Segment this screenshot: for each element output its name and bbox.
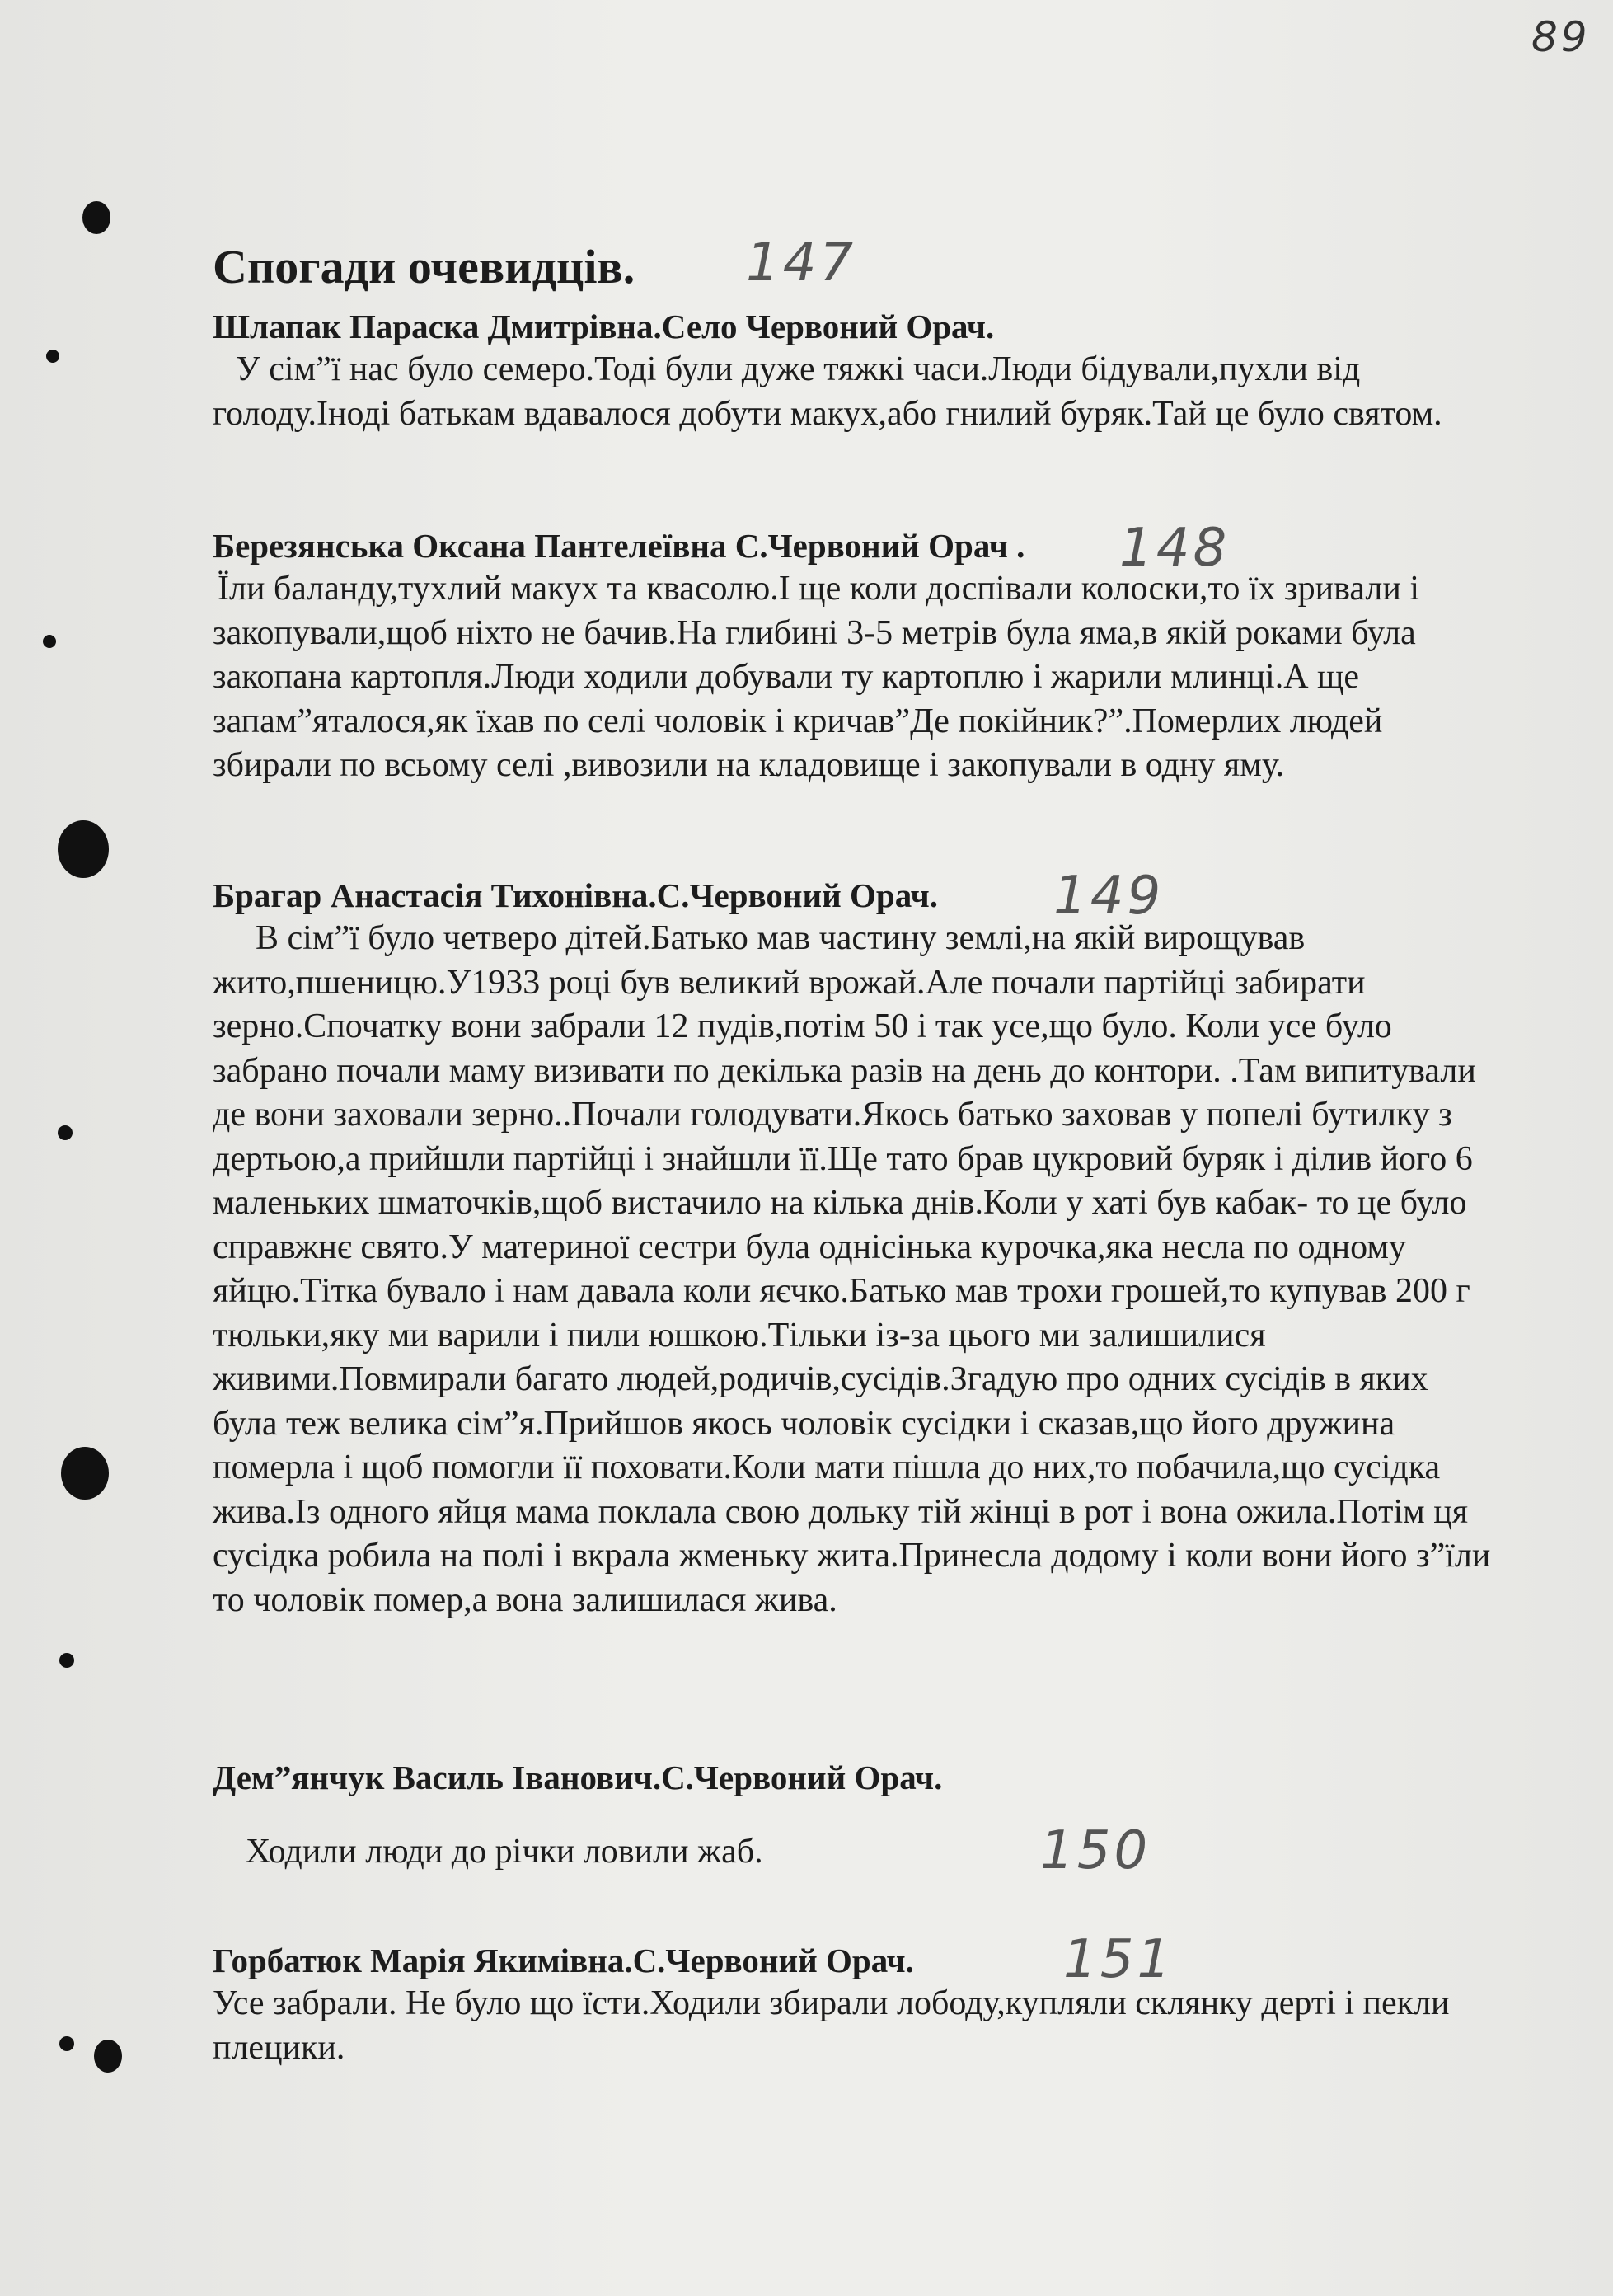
hand-number: 151 <box>1063 1929 1175 1990</box>
testimony-entry <box>213 524 1498 788</box>
punch-hole <box>58 820 109 878</box>
witness-name: Шлапак Параска Дмитрівна.Село Червоний Орач. <box>213 308 995 345</box>
witness-name: Березянська Оксана Пантелеївна С.Червоний Орач . <box>213 527 1025 565</box>
testimony-text: Ходили люди до річки ловили жаб. <box>246 1833 763 1871</box>
testimony-entry <box>213 1939 1498 2070</box>
punch-hole <box>58 1125 73 1140</box>
hand-number: 149 <box>1053 866 1165 927</box>
punch-hole <box>46 350 59 363</box>
witness-name: Горбатюк Марія Якимівна.С.Червоний Орач. <box>213 1942 914 1979</box>
page-title: Спогади очевидців. <box>213 240 635 293</box>
punch-hole <box>94 2040 122 2073</box>
punch-hole <box>61 1447 109 1500</box>
hand-number: 150 <box>1040 1820 1151 1881</box>
testimony-text: У сім”ї нас було семеро.Тоді були дуже тяжкі часи.Люди бідували,пухли від голоду.Іноді батькам вдавалося добути макух,або гнилий буряк.Тай це було святом. <box>213 350 1442 433</box>
punch-hole <box>43 635 56 648</box>
testimony-entry <box>213 305 1498 436</box>
testimony-text: Усе забрали. Не було що їсти.Ходили збирали лободу,купляли склянку дерті і пекли плецики. <box>213 1984 1450 2067</box>
punch-hole <box>59 2036 74 2051</box>
testimony-text: Їли баланду,тухлий макух та квасолю.І ще коли доспівали колоски,то їх зривали і закопували,щоб ніхто не бачив.На глибині 3-5 метрів була яма,в якій роками була закопана картопля.Люди ходили добували ту картоплю і жарили млинці.А ще запам”яталося,як їхав по селі чоловік і кричав”Де покійник?”.Померлих людей збирали по всьому селі ,вивозили на кладовище і закопували в одну яму. <box>213 570 1419 784</box>
testimony-entry <box>213 1756 1498 1875</box>
punch-hole <box>59 1653 74 1668</box>
hand-number: 147 <box>746 232 857 293</box>
punch-hole <box>82 201 110 234</box>
hand-number: 148 <box>1119 518 1231 579</box>
page-number: 89 <box>1531 13 1591 61</box>
witness-name: Брагар Анастасія Тихонівна.С.Червоний Орач. <box>213 876 938 914</box>
testimony-entry <box>213 874 1498 1622</box>
witness-name: Дем”янчук Василь Іванович.С.Червоний Орач. <box>213 1758 943 1796</box>
testimony-text: В сім”ї було четверо дітей.Батько мав частину землі,на якій вирощував жито,пшеницю.У1933 році був великий врожай.Але почали партійці забирати зерно.Спочатку вони забрали 12 пудів,потім 50 і так усе,що було. Коли усе було забрано почали маму визивати по декілька разів на день до контори. .Там випитували де вони заховали зерно..Почали голодувати.Якось батько заховав у попелі бутилку з дертьою,а прийшли партійці і знайшли її.Ще тато брав цукровий буряк і ділив його 6 маленьких шматочків,щоб вистачило на кілька днів.Коли у хаті був кабак- то це було справжнє свято.У материної сестри була однісінька курочка,яка несла по одному яйцю.Тітка бувало і нам давала коли яєчко.Батько мав трохи грошей,то купував 200 г тюльки,яку ми варили і пили юшкою.Тільки із-за цього ми залишилися живими.Повмирали багато людей,родичів,сусідів.Згадую про одних сусідів в яких була теж велика сім”я.Прийшов якось чоловік сусідки і сказав,що його дружина померла і щоб помогли її поховати.Коли мати пішла до них,то побачила,що сусідка жива.Із одного яйця мама поклала свою дольку тій жінці в рот і вона ожила.Потім ця сусідка робила на полі і вкрала жменьку жита.Принесла додому і коли вони його з”їли то чоловік помер,а вона залишилася жива. <box>213 919 1491 1619</box>
